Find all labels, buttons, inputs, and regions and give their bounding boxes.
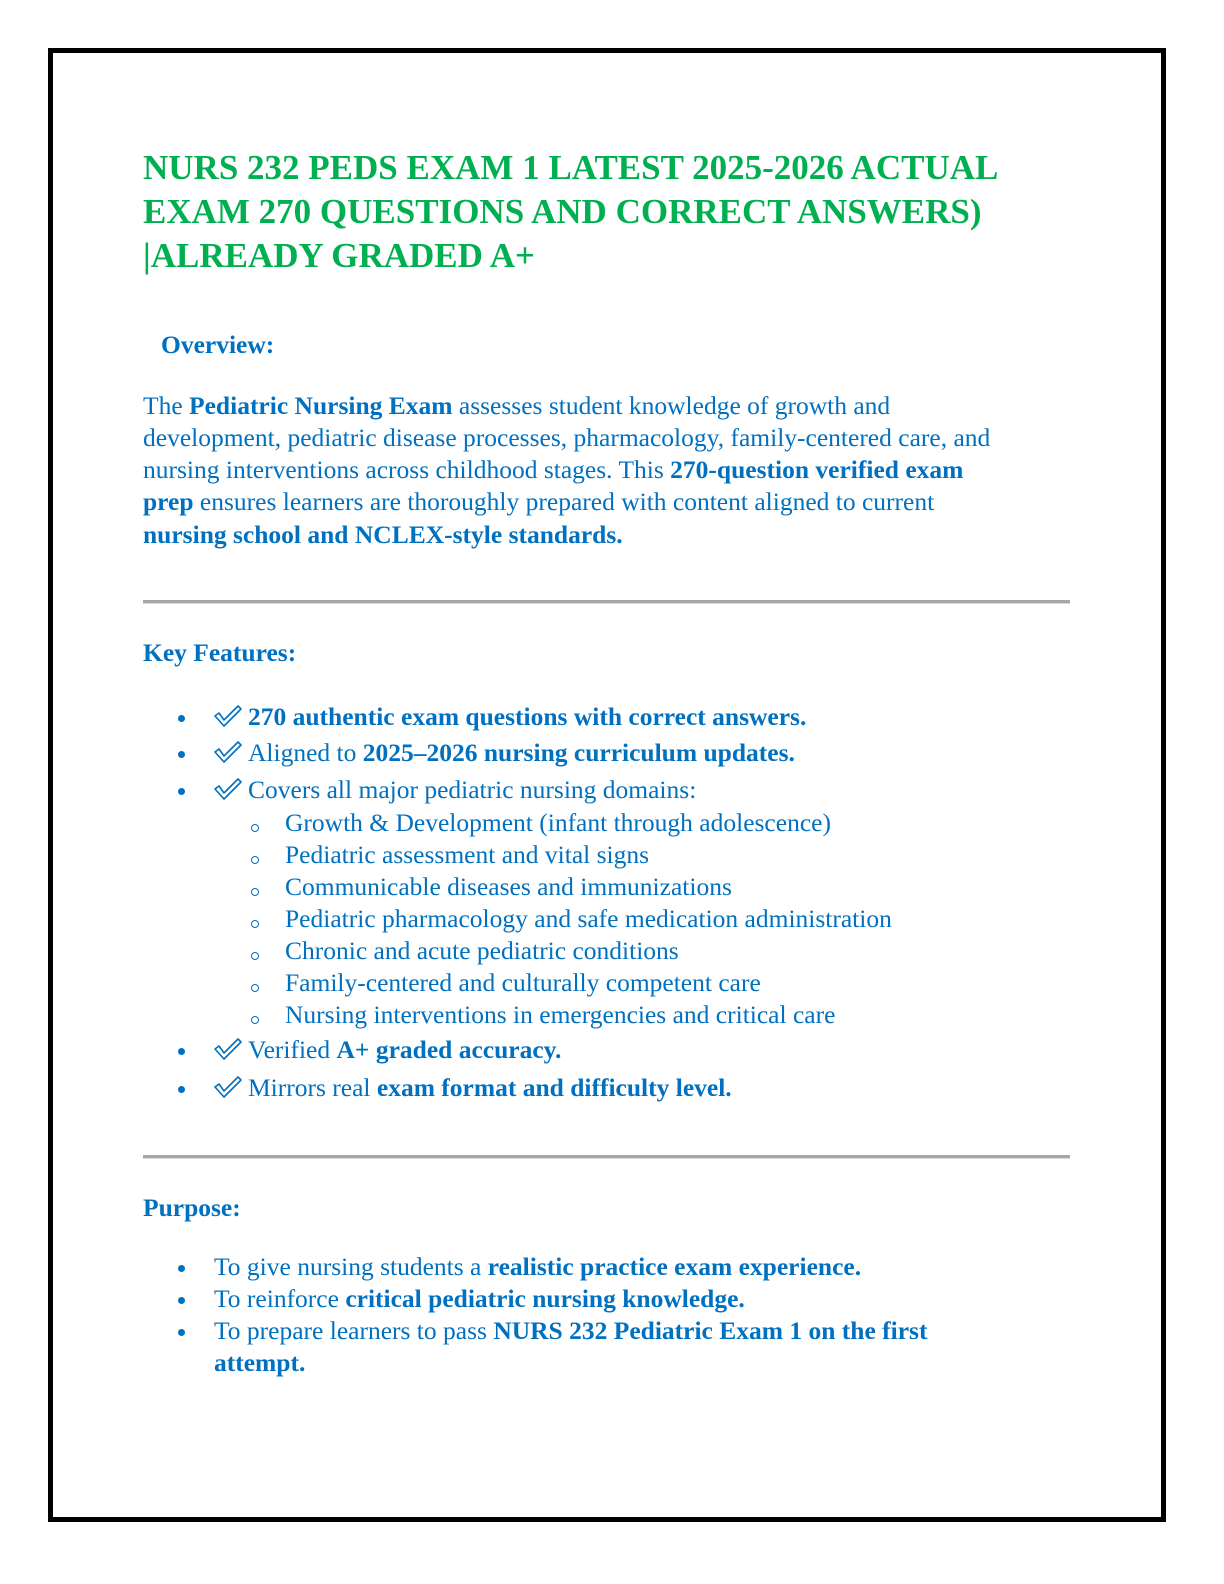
key-features-heading: Key Features:: [143, 638, 297, 667]
overview-paragraph-line: nursing interventions across childhood stages. This 270-question verified exam: [143, 455, 964, 484]
bullet-icon: [178, 715, 185, 722]
bullet-icon: [178, 1086, 185, 1093]
overview-paragraph-line: prep ensures learners are thoroughly prepared with content aligned to current: [143, 487, 935, 516]
overview-heading: Overview:: [161, 330, 275, 359]
feature-item: Verified A+ graded accuracy.: [248, 1035, 562, 1064]
bullet-icon: [178, 788, 185, 795]
check-mark-icon: [213, 1074, 243, 1100]
purpose-item: To prepare learners to pass NURS 232 Pediatric Exam 1 on the first: [214, 1316, 928, 1345]
horizontal-rule: [143, 1155, 1070, 1159]
purpose-item: To reinforce critical pediatric nursing knowledge.: [214, 1284, 745, 1313]
check-mark-icon: [213, 739, 243, 765]
bullet-icon: [178, 1265, 185, 1272]
overview-paragraph-line: nursing school and NCLEX-style standards.: [143, 520, 623, 549]
feature-sub-item: Nursing interventions in emergencies and critical care: [285, 1000, 836, 1029]
feature-item: Aligned to 2025–2026 nursing curriculum updates.: [248, 738, 795, 767]
sub-bullet-icon: [251, 1016, 259, 1024]
bullet-icon: [178, 1297, 185, 1304]
check-mark-icon: [213, 703, 243, 729]
feature-sub-item: Communicable diseases and immunizations: [285, 872, 732, 901]
document-title-line-2: EXAM 270 QUESTIONS AND CORRECT ANSWERS): [143, 192, 982, 231]
feature-sub-item: Chronic and acute pediatric conditions: [285, 936, 679, 965]
purpose-item-continuation: attempt.: [214, 1348, 306, 1377]
feature-item: Mirrors real exam format and difficulty level.: [248, 1073, 732, 1102]
check-mark-icon: [213, 1036, 243, 1062]
feature-item: 270 authentic exam questions with correct answers.: [248, 702, 807, 731]
purpose-heading: Purpose:: [143, 1193, 241, 1222]
bullet-icon: [178, 751, 185, 758]
purpose-item: To give nursing students a realistic practice exam experience.: [214, 1252, 862, 1281]
sub-bullet-icon: [251, 824, 259, 832]
sub-bullet-icon: [251, 952, 259, 960]
horizontal-rule: [143, 600, 1070, 604]
document-title-line-3: |ALREADY GRADED A+: [143, 236, 535, 275]
feature-sub-item: Family-centered and culturally competent care: [285, 968, 761, 997]
sub-bullet-icon: [251, 920, 259, 928]
sub-bullet-icon: [251, 888, 259, 896]
document-title-line-1: NURS 232 PEDS EXAM 1 LATEST 2025-2026 ACTUAL: [143, 148, 999, 187]
feature-item: Covers all major pediatric nursing domains:: [248, 775, 697, 804]
sub-bullet-icon: [251, 984, 259, 992]
feature-sub-item: Pediatric pharmacology and safe medication administration: [285, 904, 892, 933]
feature-sub-item: Growth & Development (infant through adolescence): [285, 808, 831, 837]
check-mark-icon: [213, 776, 243, 802]
overview-paragraph-line: The Pediatric Nursing Exam assesses student knowledge of growth and: [143, 391, 891, 420]
bullet-icon: [178, 1048, 185, 1055]
overview-paragraph-line: development, pediatric disease processes, pharmacology, family-centered care, and: [143, 423, 991, 452]
sub-bullet-icon: [251, 856, 259, 864]
feature-sub-item: Pediatric assessment and vital signs: [285, 840, 650, 869]
bullet-icon: [178, 1329, 185, 1336]
